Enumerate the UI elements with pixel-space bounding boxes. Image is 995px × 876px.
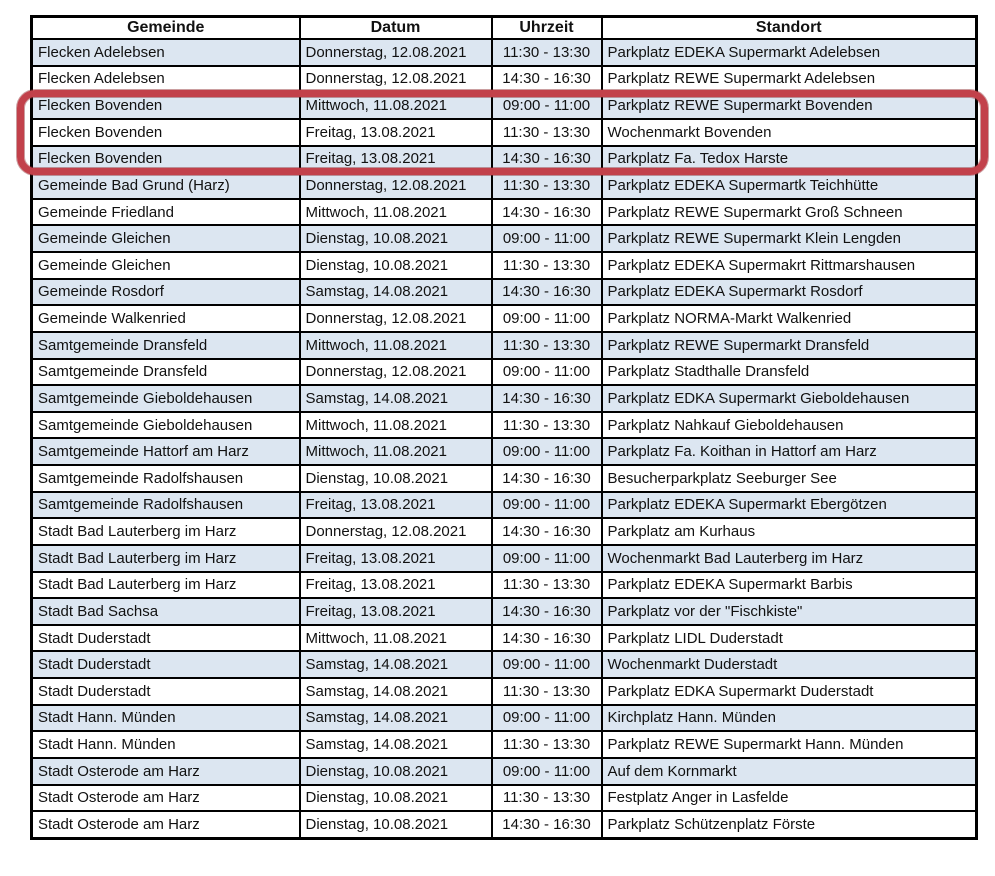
- table-row: [32, 785, 977, 812]
- cell-gemeinde: Samtgemeinde Radolfshausen: [32, 465, 300, 492]
- cell-datum: Freitag, 13.08.2021: [300, 545, 492, 572]
- cell-gemeinde: Flecken Bovenden: [32, 146, 300, 173]
- cell-uhrzeit: 11:30 - 13:30: [492, 332, 602, 359]
- table-row: [32, 119, 977, 146]
- table-row: [32, 545, 977, 572]
- cell-uhrzeit: 14:30 - 16:30: [492, 625, 602, 652]
- cell-datum: Freitag, 13.08.2021: [300, 572, 492, 599]
- table-row: [32, 225, 977, 252]
- table-row: [32, 811, 977, 838]
- table-row: [32, 92, 977, 119]
- cell-standort: Parkplatz EDEKA Supermarkt Adelebsen: [602, 39, 977, 66]
- cell-datum: Mittwoch, 11.08.2021: [300, 332, 492, 359]
- cell-uhrzeit: 09:00 - 11:00: [492, 305, 602, 332]
- table-row: [32, 252, 977, 279]
- cell-gemeinde: Stadt Duderstadt: [32, 678, 300, 705]
- cell-datum: Donnerstag, 12.08.2021: [300, 66, 492, 93]
- cell-standort: Parkplatz Nahkauf Gieboldehausen: [602, 412, 977, 439]
- cell-gemeinde: Gemeinde Rosdorf: [32, 279, 300, 306]
- cell-standort: Parkplatz EDEKA Supermartk Teichhütte: [602, 172, 977, 199]
- table-row: [32, 731, 977, 758]
- cell-gemeinde: Stadt Hann. Münden: [32, 731, 300, 758]
- cell-datum: Dienstag, 10.08.2021: [300, 811, 492, 838]
- cell-uhrzeit: 11:30 - 13:30: [492, 412, 602, 439]
- cell-uhrzeit: 14:30 - 16:30: [492, 66, 602, 93]
- cell-datum: Samstag, 14.08.2021: [300, 678, 492, 705]
- table-row: [32, 678, 977, 705]
- cell-standort: Parkplatz am Kurhaus: [602, 518, 977, 545]
- cell-gemeinde: Stadt Bad Lauterberg im Harz: [32, 545, 300, 572]
- cell-standort: Parkplatz EDEKA Supermarkt Rosdorf: [602, 279, 977, 306]
- cell-standort: Parkplatz REWE Supermarkt Adelebsen: [602, 66, 977, 93]
- cell-gemeinde: Samtgemeinde Radolfshausen: [32, 492, 300, 519]
- cell-datum: Donnerstag, 12.08.2021: [300, 172, 492, 199]
- cell-standort: Besucherparkplatz Seeburger See: [602, 465, 977, 492]
- cell-datum: Dienstag, 10.08.2021: [300, 225, 492, 252]
- cell-gemeinde: Flecken Adelebsen: [32, 66, 300, 93]
- cell-uhrzeit: 09:00 - 11:00: [492, 359, 602, 386]
- table-body: [32, 39, 977, 839]
- header-row: [32, 17, 977, 40]
- cell-datum: Samstag, 14.08.2021: [300, 279, 492, 306]
- column-header-uhrzeit: Uhrzeit: [492, 17, 602, 40]
- cell-gemeinde: Samtgemeinde Gieboldehausen: [32, 412, 300, 439]
- cell-datum: Samstag, 14.08.2021: [300, 731, 492, 758]
- table-row: [32, 625, 977, 652]
- table-row: [32, 146, 977, 173]
- cell-gemeinde: Flecken Bovenden: [32, 119, 300, 146]
- cell-standort: Parkplatz vor der "Fischkiste": [602, 598, 977, 625]
- table-row: [32, 465, 977, 492]
- cell-standort: Kirchplatz Hann. Münden: [602, 705, 977, 732]
- table-row: [32, 39, 977, 66]
- cell-gemeinde: Stadt Bad Lauterberg im Harz: [32, 518, 300, 545]
- cell-gemeinde: Gemeinde Walkenried: [32, 305, 300, 332]
- cell-datum: Freitag, 13.08.2021: [300, 146, 492, 173]
- cell-uhrzeit: 09:00 - 11:00: [492, 492, 602, 519]
- cell-gemeinde: Flecken Bovenden: [32, 92, 300, 119]
- table-row: [32, 598, 977, 625]
- cell-standort: Parkplatz EDEKA Supermakrt Rittmarshausen: [602, 252, 977, 279]
- cell-standort: Parkplatz REWE Supermarkt Groß Schneen: [602, 199, 977, 226]
- cell-standort: Parkplatz NORMA-Markt Walkenried: [602, 305, 977, 332]
- cell-uhrzeit: 11:30 - 13:30: [492, 785, 602, 812]
- cell-gemeinde: Flecken Adelebsen: [32, 39, 300, 66]
- cell-uhrzeit: 09:00 - 11:00: [492, 225, 602, 252]
- column-header-datum: Datum: [300, 17, 492, 40]
- cell-datum: Mittwoch, 11.08.2021: [300, 625, 492, 652]
- cell-uhrzeit: 14:30 - 16:30: [492, 518, 602, 545]
- cell-standort: Parkplatz EDEKA Supermarkt Ebergötzen: [602, 492, 977, 519]
- cell-standort: Wochenmarkt Bad Lauterberg im Harz: [602, 545, 977, 572]
- cell-standort: Parkplatz LIDL Duderstadt: [602, 625, 977, 652]
- cell-gemeinde: Stadt Bad Lauterberg im Harz: [32, 572, 300, 599]
- cell-datum: Donnerstag, 12.08.2021: [300, 39, 492, 66]
- column-header-standort: Standort: [602, 17, 977, 40]
- cell-datum: Freitag, 13.08.2021: [300, 119, 492, 146]
- cell-uhrzeit: 11:30 - 13:30: [492, 731, 602, 758]
- cell-gemeinde: Samtgemeinde Hattorf am Harz: [32, 438, 300, 465]
- table-row: [32, 758, 977, 785]
- cell-datum: Donnerstag, 12.08.2021: [300, 518, 492, 545]
- cell-standort: Parkplatz Stadthalle Dransfeld: [602, 359, 977, 386]
- table-row: [32, 172, 977, 199]
- cell-uhrzeit: 09:00 - 11:00: [492, 438, 602, 465]
- table-row: [32, 438, 977, 465]
- cell-datum: Mittwoch, 11.08.2021: [300, 199, 492, 226]
- cell-datum: Samstag, 14.08.2021: [300, 705, 492, 732]
- cell-datum: Dienstag, 10.08.2021: [300, 465, 492, 492]
- table-row: [32, 385, 977, 412]
- table-row: [32, 492, 977, 519]
- cell-gemeinde: Stadt Duderstadt: [32, 651, 300, 678]
- cell-datum: Donnerstag, 12.08.2021: [300, 305, 492, 332]
- table-row: [32, 305, 977, 332]
- cell-gemeinde: Gemeinde Gleichen: [32, 225, 300, 252]
- cell-standort: Parkplatz Schützenplatz Förste: [602, 811, 977, 838]
- cell-uhrzeit: 09:00 - 11:00: [492, 651, 602, 678]
- cell-uhrzeit: 14:30 - 16:30: [492, 465, 602, 492]
- cell-datum: Dienstag, 10.08.2021: [300, 252, 492, 279]
- cell-gemeinde: Stadt Bad Sachsa: [32, 598, 300, 625]
- cell-uhrzeit: 11:30 - 13:30: [492, 39, 602, 66]
- table-row: [32, 651, 977, 678]
- cell-uhrzeit: 11:30 - 13:30: [492, 172, 602, 199]
- cell-standort: Parkplatz REWE Supermarkt Klein Lengden: [602, 225, 977, 252]
- cell-standort: Parkplatz Fa. Tedox Harste: [602, 146, 977, 173]
- cell-datum: Samstag, 14.08.2021: [300, 651, 492, 678]
- cell-uhrzeit: 14:30 - 16:30: [492, 279, 602, 306]
- cell-datum: Dienstag, 10.08.2021: [300, 758, 492, 785]
- column-header-gemeinde: Gemeinde: [32, 17, 300, 40]
- cell-standort: Parkplatz REWE Supermarkt Hann. Münden: [602, 731, 977, 758]
- table-row: [32, 518, 977, 545]
- table-row: [32, 66, 977, 93]
- cell-standort: Parkplatz EDKA Supermarkt Duderstadt: [602, 678, 977, 705]
- cell-standort: Parkplatz EDKA Supermarkt Gieboldehausen: [602, 385, 977, 412]
- cell-standort: Wochenmarkt Bovenden: [602, 119, 977, 146]
- table-row: [32, 332, 977, 359]
- schedule-table: [30, 15, 978, 840]
- cell-gemeinde: Samtgemeinde Gieboldehausen: [32, 385, 300, 412]
- cell-standort: Parkplatz EDEKA Supermarkt Barbis: [602, 572, 977, 599]
- cell-uhrzeit: 11:30 - 13:30: [492, 252, 602, 279]
- cell-datum: Mittwoch, 11.08.2021: [300, 92, 492, 119]
- cell-gemeinde: Gemeinde Friedland: [32, 199, 300, 226]
- cell-gemeinde: Stadt Osterode am Harz: [32, 785, 300, 812]
- cell-standort: Parkplatz REWE Supermarkt Dransfeld: [602, 332, 977, 359]
- cell-uhrzeit: 09:00 - 11:00: [492, 758, 602, 785]
- cell-gemeinde: Stadt Osterode am Harz: [32, 758, 300, 785]
- cell-gemeinde: Stadt Osterode am Harz: [32, 811, 300, 838]
- cell-datum: Donnerstag, 12.08.2021: [300, 359, 492, 386]
- cell-uhrzeit: 09:00 - 11:00: [492, 545, 602, 572]
- table-row: [32, 279, 977, 306]
- cell-datum: Mittwoch, 11.08.2021: [300, 412, 492, 439]
- cell-uhrzeit: 14:30 - 16:30: [492, 598, 602, 625]
- cell-gemeinde: Gemeinde Bad Grund (Harz): [32, 172, 300, 199]
- cell-gemeinde: Stadt Duderstadt: [32, 625, 300, 652]
- cell-uhrzeit: 09:00 - 11:00: [492, 705, 602, 732]
- cell-standort: Parkplatz REWE Supermarkt Bovenden: [602, 92, 977, 119]
- cell-standort: Festplatz Anger in Lasfelde: [602, 785, 977, 812]
- cell-datum: Freitag, 13.08.2021: [300, 598, 492, 625]
- cell-uhrzeit: 11:30 - 13:30: [492, 119, 602, 146]
- cell-uhrzeit: 09:00 - 11:00: [492, 92, 602, 119]
- cell-datum: Samstag, 14.08.2021: [300, 385, 492, 412]
- cell-gemeinde: Stadt Hann. Münden: [32, 705, 300, 732]
- table-row: [32, 359, 977, 386]
- cell-datum: Dienstag, 10.08.2021: [300, 785, 492, 812]
- table-row: [32, 199, 977, 226]
- cell-gemeinde: Gemeinde Gleichen: [32, 252, 300, 279]
- table-row: [32, 572, 977, 599]
- cell-datum: Mittwoch, 11.08.2021: [300, 438, 492, 465]
- table-row: [32, 705, 977, 732]
- cell-uhrzeit: 11:30 - 13:30: [492, 678, 602, 705]
- cell-datum: Freitag, 13.08.2021: [300, 492, 492, 519]
- cell-uhrzeit: 14:30 - 16:30: [492, 146, 602, 173]
- cell-uhrzeit: 14:30 - 16:30: [492, 199, 602, 226]
- cell-gemeinde: Samtgemeinde Dransfeld: [32, 332, 300, 359]
- cell-standort: Wochenmarkt Duderstadt: [602, 651, 977, 678]
- cell-uhrzeit: 14:30 - 16:30: [492, 385, 602, 412]
- cell-standort: Auf dem Kornmarkt: [602, 758, 977, 785]
- cell-uhrzeit: 14:30 - 16:30: [492, 811, 602, 838]
- cell-uhrzeit: 11:30 - 13:30: [492, 572, 602, 599]
- cell-gemeinde: Samtgemeinde Dransfeld: [32, 359, 300, 386]
- table-row: [32, 412, 977, 439]
- cell-standort: Parkplatz Fa. Koithan in Hattorf am Harz: [602, 438, 977, 465]
